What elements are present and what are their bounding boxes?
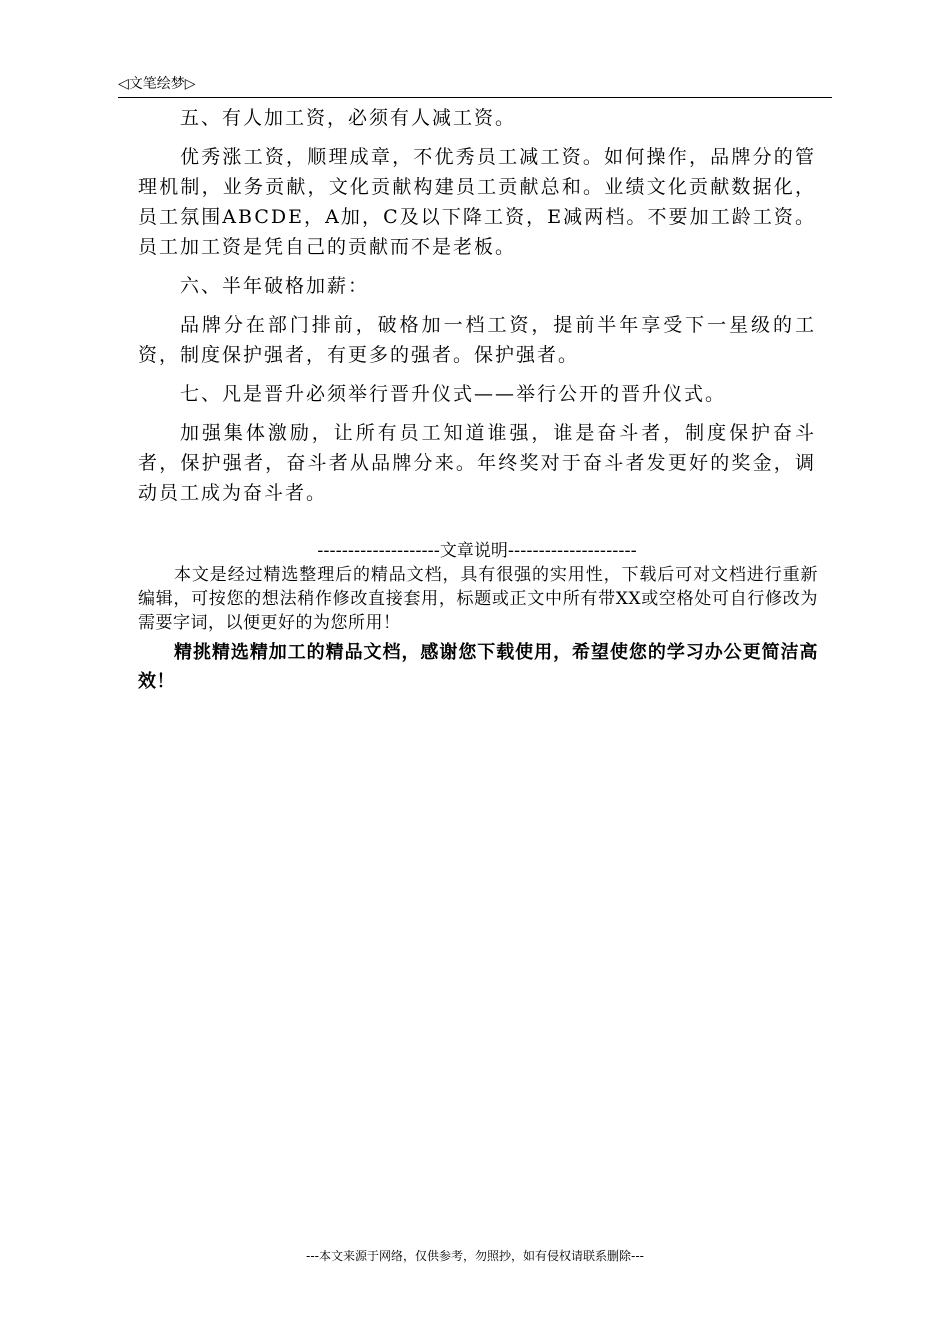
paragraph-section-6-body: 品牌分在部门排前，破格加一档工资，提前半年享受下一星级的工资，制度保护强者，有更多的强者。保护强者。: [138, 314, 816, 366]
article-note: [138, 563, 818, 696]
header-title: ◁文笔绘梦▷: [118, 76, 196, 92]
document-body: [138, 103, 816, 517]
paragraph-section-6-heading: 六、半年破格加薪：: [180, 275, 370, 297]
paragraph-section-7-body: 加强集体激励，让所有员工知道谁强，谁是奋斗者，制度保护奋斗者，保护强者，奋斗者从品牌分来。年终奖对于奋斗者发更好的奖金，调动员工成为奋斗者。: [138, 422, 816, 504]
paragraph-section-7-heading: 七、凡是晋升必须举行晋升仪式——举行公开的晋升仪式。: [180, 383, 727, 405]
note-divider: --------------------文章说明---------------------: [317, 541, 637, 561]
note-text: 本文是经过精选整理后的精品文档，具有很强的实用性，下载后可对文档进行重新编辑，可按您的想法稍作修改直接套用，标题或正文中所有带XX或空格处可自行修改为需要字词，以便更好的为您所用！: [138, 565, 818, 633]
paragraph-section-5-body: 优秀涨工资，顺理成章，不优秀员工减工资。如何操作，品牌分的管理机制，业务贡献，文化贡献构建员工贡献总和。业绩文化贡献数据化，员工氛围ABCDE，A加，C及以下降工资，E减两档。不要加工龄工资。员工加工资是凭自己的贡献而不是老板。: [138, 146, 816, 258]
note-bold-text: 精挑精选精加工的精品文档，感谢您下载使用，希望使您的学习办公更简洁高效！: [138, 642, 818, 692]
header-rule: [118, 97, 832, 98]
paragraph-section-5-heading: 五、有人加工资，必须有人减工资。: [180, 107, 517, 129]
footer-disclaimer: ---本文来源于网络，仅供参考，勿照抄，如有侵权请联系删除---: [306, 1249, 644, 1263]
